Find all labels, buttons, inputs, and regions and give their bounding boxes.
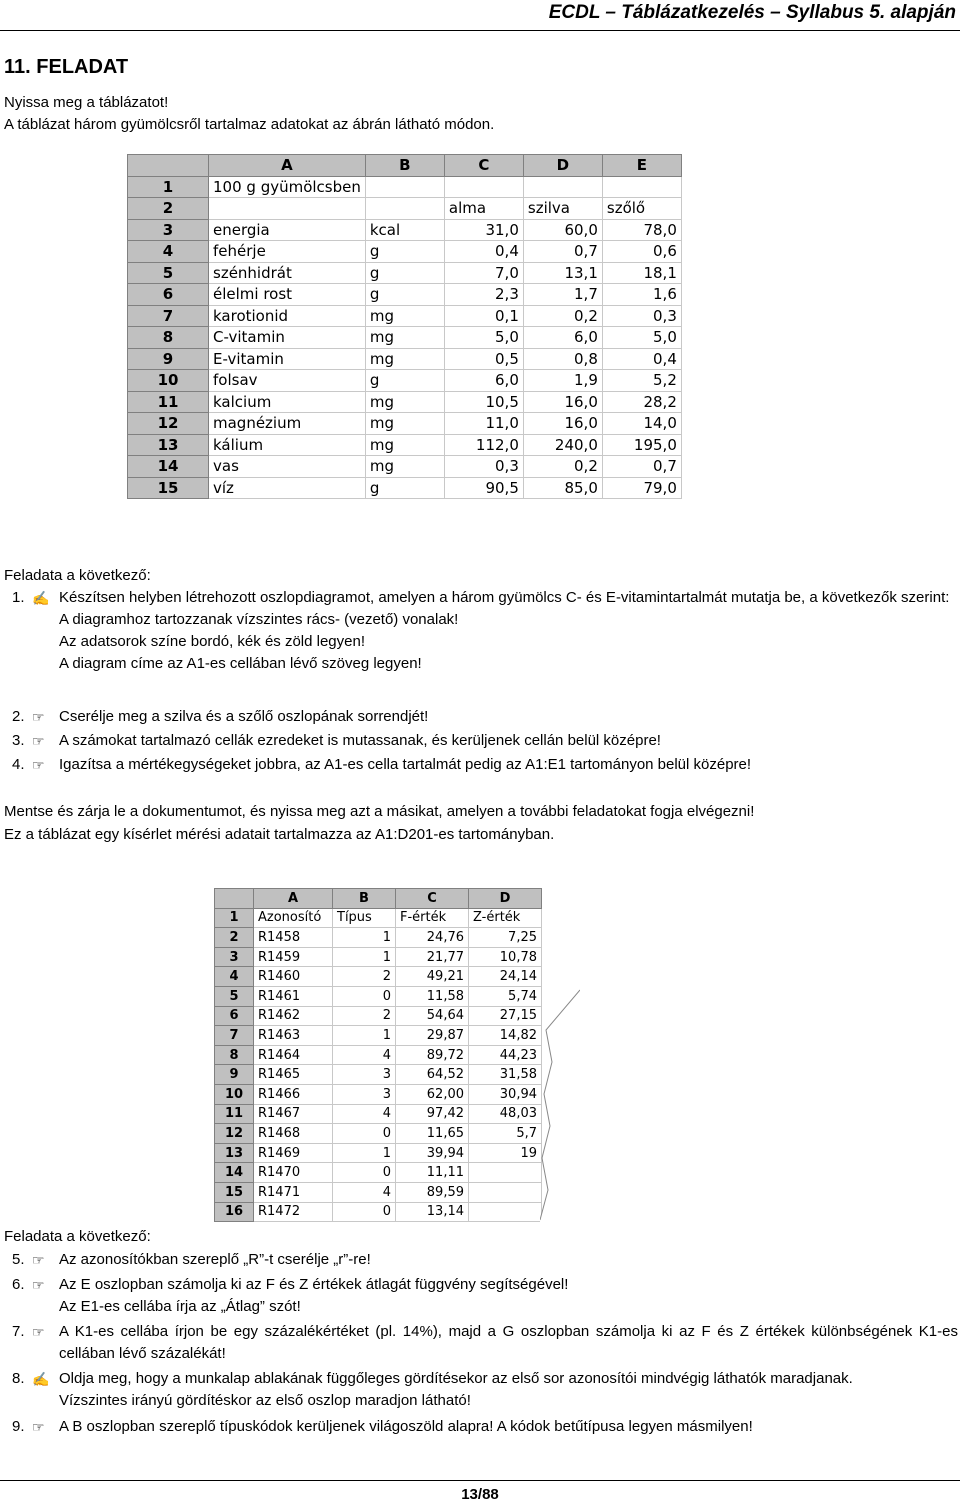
task-item [12,1416,958,1438]
table-cell: 1,7 [523,284,602,306]
table-cell: 31,58 [469,1065,542,1085]
table-row [128,241,682,263]
row-header: 9 [215,1065,254,1085]
table-cell: 18,1 [602,262,681,284]
table-cell: 16,0 [523,413,602,435]
table-cell [365,176,444,198]
table-cell: 0 [333,986,396,1006]
item-text: A számokat tartalmazó cellák ezredeket is mutassanak, és kerüljenek cellán belül középre! [59,732,661,749]
item-text: A B oszlopban szereplő típuskódok kerüljenek világoszöld alapra! A kódok betűtípusa legyen másmilyen! [59,1418,753,1435]
table-cell: 89,59 [396,1182,469,1202]
table-row [128,413,682,435]
table-row [215,967,542,987]
header-title: ECDL – Táblázatkezelés – Syllabus 5. alapján [548,2,956,23]
table-cell: mg [365,391,444,413]
table-cell: 28,2 [602,391,681,413]
table-cell: 0,2 [523,456,602,478]
task-item [12,1274,958,1318]
table-row [215,908,542,928]
table-row [128,176,682,198]
item-text: Vízszintes irányú gördítéskor az első oszlop maradjon látható! [59,1392,471,1409]
table-cell: 14,0 [602,413,681,435]
table-row [215,1182,542,1202]
table-row [215,1065,542,1085]
row-header: 2 [128,198,209,220]
table-cell: 3 [333,1084,396,1104]
table-row [215,1143,542,1163]
table-cell: 44,23 [469,1045,542,1065]
table-cell: szénhidrát [209,262,366,284]
column-header: A [254,889,333,909]
row-header: 7 [215,1026,254,1046]
column-header: B [333,889,396,909]
table-cell: 5,0 [444,327,523,349]
table-cell: 3 [333,1065,396,1085]
spreadsheet-fruits [127,154,682,499]
row-header: 10 [215,1084,254,1104]
table-cell: 1 [333,1026,396,1046]
item-number: 3. [12,732,25,749]
row-header: 14 [128,456,209,478]
table-cell: folsav [209,370,366,392]
item-text: Igazítsa a mértékegységeket jobbra, az A1-es cella tartalmát pedig az A1:E1 tartományon belül középre! [59,756,752,773]
row-header: 11 [215,1104,254,1124]
table-cell: R1472 [254,1202,333,1222]
table-cell: 14,82 [469,1026,542,1046]
pointing-hand-icon: ☞ [32,733,45,749]
task-title: 11. FELADAT [4,56,129,78]
writing-hand-icon: ✍ [32,590,50,606]
row-header: 7 [128,305,209,327]
mid-text-1: Mentse és zárja le a dokumentumot, és nyissa meg azt a másikat, amelyen a további feladatokat fogja elvégezni! [4,803,755,820]
item-number: 8. [12,1370,25,1387]
corner-cell [215,889,254,909]
table-cell: mg [365,348,444,370]
table-cell: R1471 [254,1182,333,1202]
row-header: 9 [128,348,209,370]
table-cell: R1460 [254,967,333,987]
table-cell: szőlő [602,198,681,220]
table-row [215,947,542,967]
page-header [0,0,960,31]
table-cell: 1,6 [602,284,681,306]
row-header: 15 [128,477,209,499]
footer-line [0,1480,960,1481]
table-cell: R1463 [254,1026,333,1046]
table-cell: 0 [333,1202,396,1222]
table-cell: R1465 [254,1065,333,1085]
table-cell: 11,0 [444,413,523,435]
table-row [215,1163,542,1183]
table-cell: élelmi rost [209,284,366,306]
item-text: Készítsen helyben létrehozott oszlopdiagramot, amelyen a három gyümölcs C- és E-vitamintartalmát mutatja be, a következők szerint: [59,589,950,606]
table-cell: 0,3 [602,305,681,327]
task-item [12,1368,958,1412]
table-cell: 0 [333,1163,396,1183]
table-cell: mg [365,434,444,456]
table-cell: 0,4 [444,241,523,263]
table-cell: 10,78 [469,947,542,967]
table-cell: 49,21 [396,967,469,987]
table-cell: R1464 [254,1045,333,1065]
table-cell: g [365,262,444,284]
table-cell: 64,52 [396,1065,469,1085]
column-header: C [396,889,469,909]
table-cell: 0 [333,1124,396,1144]
table-cell: 112,0 [444,434,523,456]
table-row [215,1124,542,1144]
row-header: 13 [215,1143,254,1163]
table-cell: 0,4 [602,348,681,370]
pointing-hand-icon: ☞ [32,1419,45,1435]
item-text: Oldja meg, hogy a munkalap ablakának függőleges gördítésekor az első sor azonosítói mindvégig láthatók maradjanak. [59,1370,853,1387]
table-cell: alma [444,198,523,220]
table-cell: 10,5 [444,391,523,413]
table-cell: Típus [333,908,396,928]
table-cell: R1467 [254,1104,333,1124]
row-header: 5 [128,262,209,284]
table-cell: 1 [333,1143,396,1163]
task-item [12,754,958,776]
table-cell: 60,0 [523,219,602,241]
item-text: Cserélje meg a szilva és a szőlő oszlopának sorrendjét! [59,708,429,725]
item-number: 1. [12,589,25,606]
table-row [215,1026,542,1046]
table-cell: R1462 [254,1006,333,1026]
table-cell: 29,87 [396,1026,469,1046]
table-cell: 0,7 [602,456,681,478]
table-cell: R1469 [254,1143,333,1163]
task-item [12,706,958,728]
item-text: A diagramhoz tartozzanak vízszintes rács- (vezető) vonalak! [59,611,459,628]
table-cell [209,198,366,220]
intro-line-2: A táblázat három gyümölcsről tartalmaz adatokat az ábrán látható módon. [4,116,495,133]
table-cell: R1468 [254,1124,333,1144]
table-cell: kálium [209,434,366,456]
writing-hand-icon: ✍ [32,1371,50,1387]
item-number: 5. [12,1251,25,1268]
corner-cell [128,155,209,177]
item-text: Az E1-es cellába írja az „Átlag” szót! [59,1298,301,1315]
table-row [215,1202,542,1222]
table-cell: R1461 [254,986,333,1006]
item-number: 6. [12,1276,25,1293]
table-cell: 4 [333,1182,396,1202]
row-header: 2 [215,928,254,948]
table-cell: 62,00 [396,1084,469,1104]
table-row [215,1045,542,1065]
table-cell: fehérje [209,241,366,263]
table-row [215,986,542,1006]
task-item [12,1249,958,1271]
table-cell [523,176,602,198]
table-cell: 5,74 [469,986,542,1006]
item-text: Az E oszlopban számolja ki az F és Z értékek átlagát függvény segítségével! [59,1276,569,1293]
table-cell: g [365,370,444,392]
table-cell [444,176,523,198]
pointing-hand-icon: ☞ [32,1277,45,1293]
row-header: 15 [215,1182,254,1202]
table-cell: 0,5 [444,348,523,370]
column-header-row [128,155,682,177]
intro-line-1: Nyissa meg a táblázatot! [4,94,169,111]
table-cell: 7,0 [444,262,523,284]
table-cell: magnézium [209,413,366,435]
table-row [215,1084,542,1104]
table-cell: R1470 [254,1163,333,1183]
table-cell: 11,11 [396,1163,469,1183]
item-text: Az azonosítókban szereplő „R”-t cserélje „r”-re! [59,1251,371,1268]
table-cell: 31,0 [444,219,523,241]
task-item [12,1321,958,1365]
row-header: 4 [215,967,254,987]
table-row [128,327,682,349]
table-cell: 48,03 [469,1104,542,1124]
table-row [128,370,682,392]
table-cell: 7,25 [469,928,542,948]
column-header-row [215,889,542,909]
column-header: E [602,155,681,177]
spreadsheet-measurements [214,888,542,1222]
section-label: Feladata a következő: [4,567,151,584]
table-cell: 24,76 [396,928,469,948]
column-header: C [444,155,523,177]
row-header: 11 [128,391,209,413]
table-cell: víz [209,477,366,499]
row-header: 8 [128,327,209,349]
table-row [128,391,682,413]
table-cell: 90,5 [444,477,523,499]
table-cell: mg [365,305,444,327]
table-cell: 21,77 [396,947,469,967]
table-cell: 0,6 [602,241,681,263]
table-cell: 2 [333,1006,396,1026]
table-cell: R1466 [254,1084,333,1104]
table-cell: 0,2 [523,305,602,327]
item-number: 2. [12,708,25,725]
table-cell: g [365,241,444,263]
row-header: 10 [128,370,209,392]
table-cell: 13,14 [396,1202,469,1222]
table-cell: karotionid [209,305,366,327]
mid-text-2: Ez a táblázat egy kísérlet mérési adatait tartalmazza az A1:D201-es tartományban. [4,826,555,843]
column-header: D [523,155,602,177]
table-cell: 1 [333,928,396,948]
row-header: 6 [128,284,209,306]
table-cell: 13,1 [523,262,602,284]
item-number: 4. [12,756,25,773]
table-cell: 240,0 [523,434,602,456]
table-cell: R1459 [254,947,333,967]
column-header: B [365,155,444,177]
table-cell: 0,8 [523,348,602,370]
table-cell: vas [209,456,366,478]
table-cell: 30,94 [469,1084,542,1104]
item-number: 7. [12,1323,25,1340]
row-header: 14 [215,1163,254,1183]
table-row [128,434,682,456]
table-cell [469,1182,542,1202]
task-item [12,730,958,752]
table-cell: 16,0 [523,391,602,413]
row-header: 1 [215,908,254,928]
column-header: D [469,889,542,909]
table-cell: 5,2 [602,370,681,392]
table-cell: 0,3 [444,456,523,478]
table-cell: Azonosító [254,908,333,928]
table-cell: 27,15 [469,1006,542,1026]
page-number: 13/88 [461,1486,499,1503]
table-cell: Z-érték [469,908,542,928]
row-header: 1 [128,176,209,198]
item-text: A K1-es cellába írjon be egy százalékértéket (pl. 14%), majd a G oszlopban számolja ki az F és Z értékek különbségének K1-es cellában lévő százalékát! [59,1323,958,1362]
table-cell: 100 g gyümölcsben [209,176,366,198]
table-cell: 4 [333,1104,396,1124]
table-cell [365,198,444,220]
table-cell: 6,0 [523,327,602,349]
row-header: 16 [215,1202,254,1222]
table-cell: energia [209,219,366,241]
table-cell: mg [365,327,444,349]
task-item [12,587,958,675]
table-row [128,262,682,284]
table-cell: F-érték [396,908,469,928]
table-cell: 89,72 [396,1045,469,1065]
row-header: 13 [128,434,209,456]
item-text: Az adatsorok színe bordó, kék és zöld legyen! [59,633,366,650]
table-cell: mg [365,456,444,478]
table-cell: kalcium [209,391,366,413]
table-cell [469,1163,542,1183]
table-cell [602,176,681,198]
table-row [128,305,682,327]
row-header: 12 [128,413,209,435]
table-cell: 4 [333,1045,396,1065]
table-row [128,198,682,220]
table-row [128,477,682,499]
table-row [215,928,542,948]
item-text: A diagram címe az A1-es cellában lévő szöveg legyen! [59,655,422,672]
table-cell: 195,0 [602,434,681,456]
table-cell: 97,42 [396,1104,469,1124]
table-cell: g [365,284,444,306]
table-row [128,456,682,478]
table-cell: 79,0 [602,477,681,499]
pointing-hand-icon: ☞ [32,1324,45,1340]
table-cell: 85,0 [523,477,602,499]
table-cell: 24,14 [469,967,542,987]
row-header: 6 [215,1006,254,1026]
table-cell: C-vitamin [209,327,366,349]
table-cell: mg [365,413,444,435]
table-cell: g [365,477,444,499]
row-header: 4 [128,241,209,263]
row-header: 5 [215,986,254,1006]
column-header: A [209,155,366,177]
table-cell: 54,64 [396,1006,469,1026]
table-cell: 1 [333,947,396,967]
row-header: 8 [215,1045,254,1065]
table-cell: 78,0 [602,219,681,241]
row-header: 3 [215,947,254,967]
torn-edge [540,890,580,1224]
row-header: 12 [215,1124,254,1144]
section-label: Feladata a következő: [4,1228,151,1245]
table-cell: 1,9 [523,370,602,392]
table-row [128,284,682,306]
table-cell: 11,65 [396,1124,469,1144]
table-cell: szilva [523,198,602,220]
pointing-hand-icon: ☞ [32,1252,45,1268]
table-cell: 11,58 [396,986,469,1006]
table-cell: 6,0 [444,370,523,392]
table-cell: 5,7 [469,1124,542,1144]
table-cell: E-vitamin [209,348,366,370]
table-cell: 39,94 [396,1143,469,1163]
table-cell: 5,0 [602,327,681,349]
table-cell: R1458 [254,928,333,948]
pointing-hand-icon: ☞ [32,757,45,773]
table-cell: 2 [333,967,396,987]
item-number: 9. [12,1418,25,1435]
table-row [215,1006,542,1026]
table-row [128,348,682,370]
row-header: 3 [128,219,209,241]
pointing-hand-icon: ☞ [32,709,45,725]
table-cell: 0,7 [523,241,602,263]
table-cell: kcal [365,219,444,241]
table-row [215,1104,542,1124]
table-cell [469,1202,542,1222]
table-row [128,219,682,241]
table-cell: 19 [469,1143,542,1163]
table-cell: 2,3 [444,284,523,306]
table-cell: 0,1 [444,305,523,327]
